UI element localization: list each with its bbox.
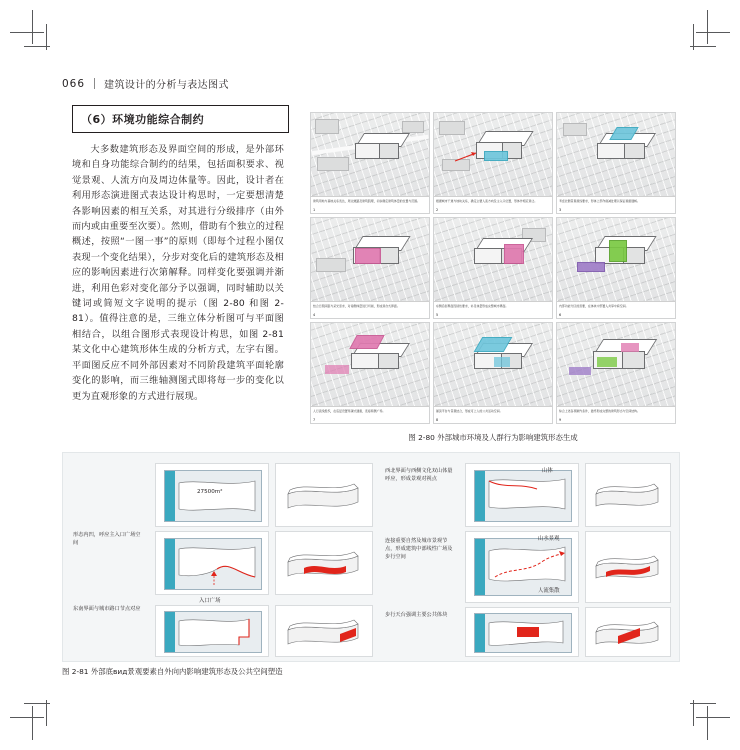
axonometric-massing (284, 544, 364, 584)
entry-arrow-icon (209, 569, 219, 587)
figure-cell-caption: 建筑用地与基地关系表达，周边道路及建筑肌理，初步确定建筑体量的位置与范围。 (311, 196, 429, 213)
running-head (62, 76, 229, 91)
figure-cell-caption: 东侧沿街界面连续性要求，补足体量形成完整城市界面。 (434, 301, 552, 318)
figure-cell-number: 7 (313, 417, 316, 422)
section-heading (72, 105, 289, 133)
page-number: 066 (62, 77, 86, 90)
axo-panel-1 (275, 463, 373, 527)
figure-cell-caption: 屋顶平台与景观结合，形成可上人的公共活动空间。 (434, 406, 552, 423)
figure-cell (433, 322, 553, 424)
axonometric-massing (284, 476, 364, 516)
figure-cell-caption: 结合日照间距与采光需求，对南侧体量进行切削，形成退台式界面。 (311, 301, 429, 318)
teal-edge (165, 471, 175, 521)
figure-cell-number: 9 (559, 417, 562, 422)
figure-cell-number: 3 (559, 207, 562, 212)
axo-panel-2 (275, 531, 373, 595)
diagram-scene (434, 218, 552, 301)
figure-cell-number: 4 (313, 312, 316, 317)
entry-plaza-label: 入口广场 (199, 598, 221, 604)
body-paragraph: 大多数建筑形态及界面空间的形成，是外部环境和自身功能综合制约的结果，包括面积要求、视觉景观、人流方向及周边体量等。因此，设计者在利用形态演进图式表达设计构思时，一定要想清楚各影响因素的相互关系，对其进行分级排序（由外而内或由重要至次要）。然则，借助有个独立的过程概述，按照“一图一事”的原则（即每个过程小图仅表现一个变化结果），分步对变化后的建筑形态及相应的影响因素进行次第解释。同样变化要强调并渐进，利用色彩对变化部分予以强调，同时辅助以关键词或简短文字说明的提示（图 2-80 和图 2-81）。值得注意的是，三维立体分析图可与平面图相结合，以组合图形式表现设计构思，如图 2-81 某文化中心建筑形体生成的分析方式，左字右图。平面图反应不同外部因素对不同阶段建筑平面轮廓变化的影响，而三维轴测图式即将每一步的变化以更为直观形象的方式进行展现。 (72, 144, 284, 402)
figure-cell (433, 112, 553, 214)
site-plan (164, 611, 262, 653)
diagram-scene (434, 113, 552, 196)
note-right-mid: 连接重要自然及城市景观节点，形成建筑中部线性广场及步行空间 (385, 538, 453, 560)
flow-arrow-icon (454, 147, 484, 165)
note-right-top: 西北界面与西侧文化双山体量呼应，形成景观对视点 (385, 468, 453, 482)
site-plan (474, 613, 572, 653)
plan-panel-2 (155, 531, 269, 595)
figure-2-80 (310, 112, 676, 424)
site-plan (474, 470, 572, 522)
area-label: 27500m² (197, 489, 223, 495)
figure-cell (556, 112, 676, 214)
note-left-top: 形态内凹，呼应主入口广场空间 (73, 532, 141, 546)
axonometric-massing (592, 616, 664, 650)
crowd-label: 人流集散 (538, 588, 560, 594)
figure-cell-caption: 考虑北侧景观视线要求，形体上部作削减处理以保证视廊通畅。 (557, 196, 675, 213)
figure-cell-number: 6 (559, 312, 562, 317)
water-landscape-label: 山水景观 (538, 536, 560, 542)
figure-cell (310, 322, 430, 424)
plan-panel-4 (465, 463, 579, 527)
axonometric-massing (284, 614, 364, 648)
figure-cell (433, 217, 553, 319)
plan-panel-1 (155, 463, 269, 527)
figure-2-81 (62, 452, 680, 662)
figure-2-80-caption: 图 2-80 外部城市环境及人群行为影响建筑形态生成 (408, 433, 578, 442)
mountain-label: 山体 (542, 468, 553, 474)
section-heading-label: （6）环境功能综合制约 (81, 113, 205, 126)
diagram-scene (434, 323, 552, 406)
axo-panel-3 (275, 605, 373, 657)
figure-cell-caption: 根据城市干道与地块关系，确定主要人流方向及主入口位置，形体作相应退让。 (434, 196, 552, 213)
diagram-scene (557, 218, 675, 301)
body-text (72, 142, 284, 404)
figure-2-81-caption: 图 2-81 外部底вид景观要素自外向内影响建筑形态及公共空间塑造 (62, 667, 283, 676)
axo-panel-6 (585, 607, 671, 657)
axonometric-massing (592, 478, 664, 514)
figure-cell (310, 112, 430, 214)
figure-cell-caption: 综合上述各项制约条件，最终形成完整的建筑形态与空间结构。 (557, 406, 675, 423)
figure-cell (310, 217, 430, 319)
axo-panel-5 (585, 531, 671, 603)
divider (94, 78, 95, 89)
plan-panel-6 (465, 607, 579, 657)
site-plan (164, 470, 262, 522)
diagram-scene (311, 218, 429, 301)
figure-cell-caption: 内部功能分区的需要，在体块中部置入共享中庭空间。 (557, 301, 675, 318)
book-title: 建筑设计的分析与表达图式 (104, 80, 229, 91)
axonometric-massing (592, 550, 664, 590)
figure-cell-number: 8 (436, 417, 439, 422)
figure-cell-number: 1 (313, 207, 316, 212)
diagram-scene (557, 323, 675, 406)
note-left-bottom: 东南界面与城市路口节点对应 (73, 606, 141, 612)
diagram-scene (311, 113, 429, 196)
plan-panel-3 (155, 605, 269, 657)
figure-cell-caption: 人行流线组织，在底层设置穿越式通廊，连接两侧广场。 (311, 406, 429, 423)
diagram-scene (557, 113, 675, 196)
plan-panel-5 (465, 531, 579, 603)
diagram-scene (311, 323, 429, 406)
figure-cell (556, 322, 676, 424)
figure-cell-number: 5 (436, 312, 439, 317)
figure-cell-number: 2 (436, 207, 439, 212)
site-plan (164, 538, 262, 590)
axo-panel-4 (585, 463, 671, 527)
note-right-bottom: 步行天台强调主要公共体块 (385, 612, 448, 618)
figure-cell (556, 217, 676, 319)
